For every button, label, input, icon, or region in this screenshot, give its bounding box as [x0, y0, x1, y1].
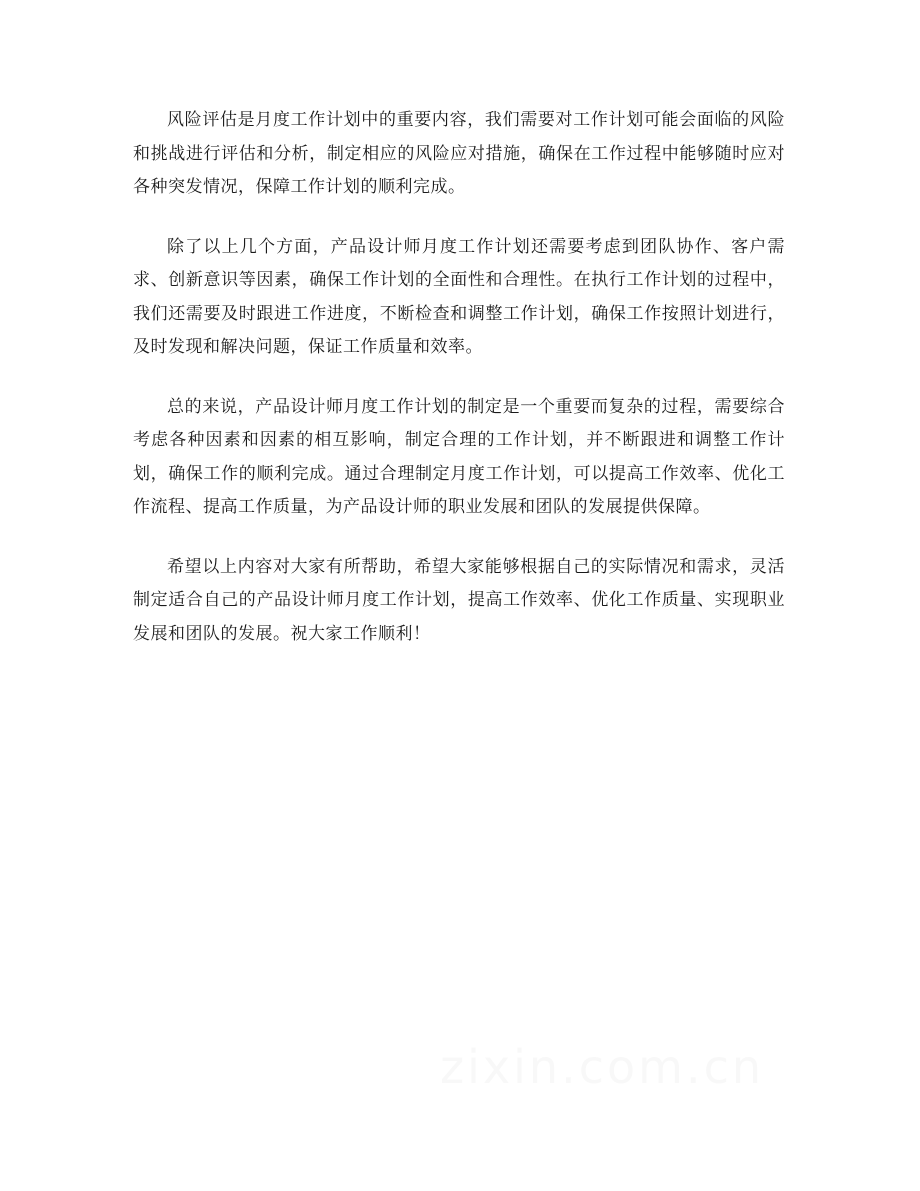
paragraph-risk-assessment: 风险评估是月度工作计划中的重要内容，我们需要对工作计划可能会面临的风险和挑战进行评估和分析，制定相应的风险应对措施，确保在工作过程中能够随时应对各种突发情况，保障工作计划的顺利完成。: [133, 110, 785, 197]
document-body: [133, 104, 785, 677]
paragraph-closing: 希望以上内容对大家有所帮助，希望大家能够根据自己的实际情况和需求，灵活制定适合自己的产品设计师月度工作计划，提高工作效率、优化工作质量、实现职业发展和团队的发展。祝大家工作顺利！: [133, 556, 785, 644]
paragraph-other-factors: 除了以上几个方面，产品设计师月度工作计划还需要考虑到团队协作、客户需求、创新意识等因素，确保工作计划的全面性和合理性。在执行工作计划的过程中，我们还需要及时跟进工作进度，不断检查和调整工作计划，确保工作按照计划进行，及时发现和解决问题，保证工作质量和效率。: [133, 236, 785, 357]
watermark: zixin.com.cn: [440, 1040, 765, 1094]
paragraph-summary: 总的来说，产品设计师月度工作计划的制定是一个重要而复杂的过程，需要综合考虑各种因素和因素的相互影响，制定合理的工作计划，并不断跟进和调整工作计划，确保工作的顺利完成。通过合理制定月度工作计划，可以提高工作效率、优化工作流程、提高工作质量，为产品设计师的职业发展和团队的发展提供保障。: [133, 396, 785, 517]
